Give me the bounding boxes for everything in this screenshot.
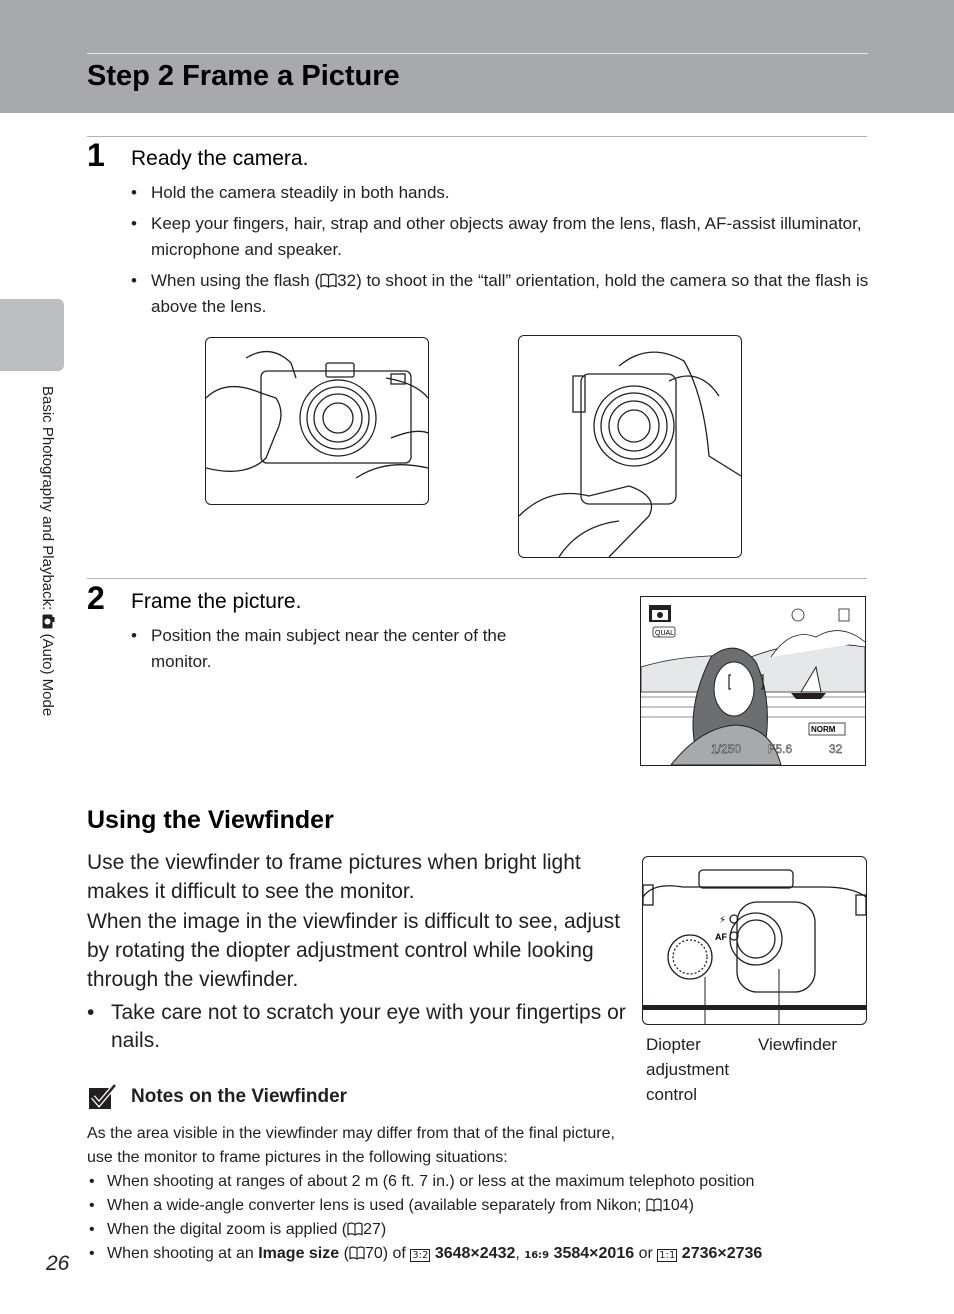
step1-rule xyxy=(87,136,867,137)
viewfinder-camera-illustration xyxy=(642,856,867,1025)
step1-bullets xyxy=(131,180,871,320)
header-rule xyxy=(87,53,868,54)
step1-title: Ready the camera. xyxy=(131,147,309,170)
qual-label: QUAL xyxy=(655,630,675,637)
norm-label: NORM xyxy=(811,725,836,734)
notes-title: Notes on the Viewfinder xyxy=(131,1086,348,1107)
step1-bullet: • When using the flash ( 32) to shoot in the “tall” orientation, hold the camera so that the flash is above the lens. xyxy=(131,268,871,320)
chapter-tab xyxy=(0,299,64,371)
viewfinder-bullet: • Take care not to scratch your eye with your fingertips or nails. xyxy=(87,999,627,1055)
step2-rule xyxy=(87,578,867,579)
camera-hold-landscape-illustration xyxy=(205,337,429,505)
book-reference-icon xyxy=(347,1222,363,1236)
image-size-16-9-icon: 16:9 xyxy=(524,1250,550,1261)
page-title: Step 2 Frame a Picture xyxy=(87,60,400,92)
step2-bullet: • Position the main subject near the center of the monitor. xyxy=(131,623,571,675)
notes-list xyxy=(87,1170,867,1268)
viewfinder-label: Viewfinder xyxy=(758,1035,838,1054)
monitor-scene-drawing xyxy=(641,597,865,765)
viewfinder-camera-drawing xyxy=(643,857,866,1024)
camera-auto-icon xyxy=(42,614,55,629)
step2-number: 2 xyxy=(87,580,105,616)
viewfinder-text xyxy=(87,848,627,994)
frames-remaining: 32 xyxy=(829,742,843,756)
camera-hold-portrait-illustration xyxy=(518,335,742,558)
page-number: 26 xyxy=(46,1252,70,1275)
aperture-value: F5.6 xyxy=(768,742,793,756)
chapter-label-prefix: Basic Photography and Playback: xyxy=(39,386,56,615)
checkmark-note-icon xyxy=(89,1084,117,1110)
camera-hold-landscape-drawing xyxy=(206,338,428,504)
step2-bullets xyxy=(131,623,571,675)
notes-intro: As the area visible in the viewfinder may differ from that of the final picture, use the monitor to frame pictures in the following situations: xyxy=(87,1125,615,1166)
notes-item: • When a wide-angle converter lens is used (available separately from Nikon; 104) xyxy=(87,1194,867,1218)
notes-item: • When the digital zoom is applied ( 27) xyxy=(87,1218,867,1242)
monitor-screen-illustration xyxy=(640,596,866,766)
step1-bullet: • Keep your fingers, hair, strap and other objects away from the lens, flash, AF-assist illuminator, microphone and speaker. xyxy=(131,211,871,263)
book-reference-icon xyxy=(349,1246,365,1260)
chapter-label-suffix: (Auto) Mode xyxy=(39,629,56,717)
notes-body xyxy=(87,1122,867,1268)
svg-text:⚡: ⚡ xyxy=(719,915,727,926)
viewfinder-para2: When the image in the viewfinder is difficult to see, adjust by rotating the diopter adjustment control while looking through the viewfinder. xyxy=(87,909,621,992)
image-size-3-2-icon: 3:2 xyxy=(412,1250,429,1261)
book-reference-icon xyxy=(320,273,337,288)
book-reference-icon xyxy=(646,1198,662,1212)
viewfinder-bullets xyxy=(87,999,627,1055)
shutter-speed: 1/250 xyxy=(711,742,742,756)
step1-number: 1 xyxy=(87,137,105,173)
step2-title: Frame the picture. xyxy=(131,590,302,613)
svg-text:AF: AF xyxy=(715,932,727,942)
viewfinder-para1: Use the viewfinder to frame pictures when bright light makes it difficult to see the monitor. xyxy=(87,851,581,904)
image-size-1-1-icon: 1:1 xyxy=(659,1250,676,1261)
camera-hold-portrait-drawing xyxy=(519,336,741,557)
step1-bullet: • Hold the camera steadily in both hands. xyxy=(131,180,871,206)
chapter-label xyxy=(39,386,56,786)
notes-item: • When shooting at ranges of about 2 m (6 ft. 7 in.) or less at the maximum telephoto position xyxy=(87,1170,867,1194)
diopter-label: Diopter adjustment control xyxy=(646,1035,730,1104)
notes-item: • When shooting at an Image size ( 70) of 3:2 3648×2432, 16:9 3584×2016 or 1:1 2736×2736 xyxy=(87,1242,867,1268)
page-header xyxy=(0,0,954,113)
viewfinder-heading: Using the Viewfinder xyxy=(87,806,334,834)
